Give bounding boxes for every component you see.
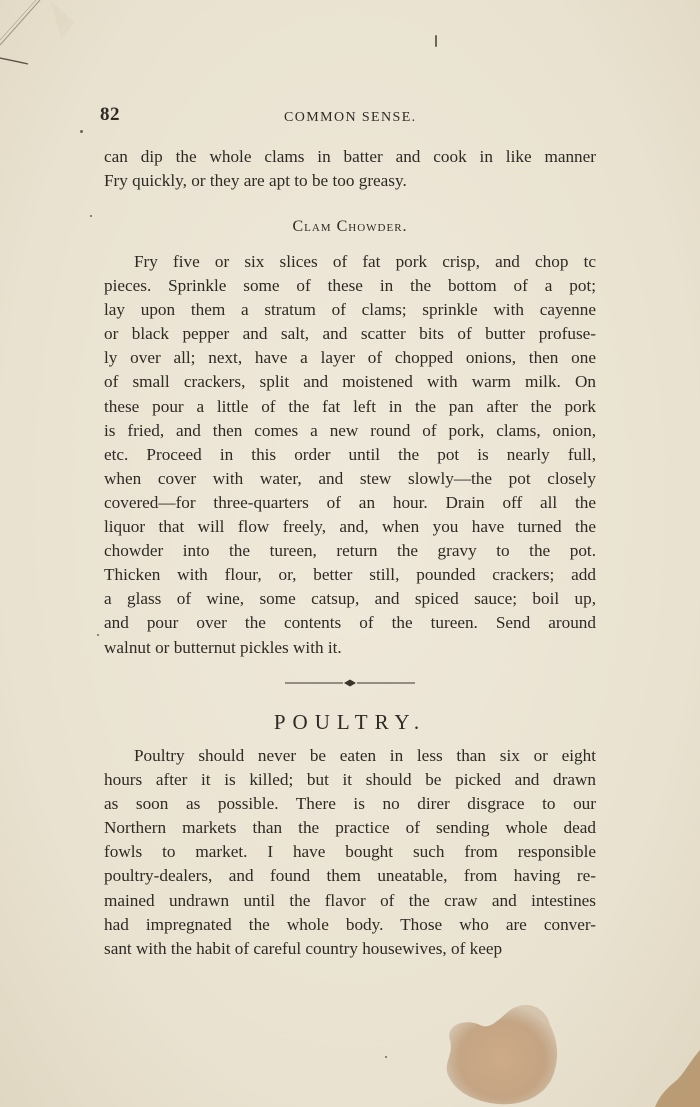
text-line: fowls to market. I have bought such from responsible — [104, 842, 596, 862]
text-line: walnut or butternut pickles with it. — [104, 637, 342, 657]
text-line: of small crackers, split and moistened with warm milk. On — [104, 372, 596, 392]
text-line: and pour over the contents of the tureen. Send around — [104, 613, 596, 633]
section-title-poultry: POULTRY. — [273, 710, 427, 734]
text-line: or black pepper and salt, and scatter bits of butter profuse- — [104, 324, 596, 344]
text-line: ly over all; next, have a layer of chopped onions, then one — [104, 348, 596, 368]
intro-paragraph — [104, 145, 596, 193]
text-line: chowder into the tureen, return the gravy to the pot. — [104, 541, 596, 561]
section-divider — [285, 676, 415, 690]
text-line: hours after it is killed; but it should be picked and drawn — [104, 770, 596, 790]
text-line: these pour a little of the fat left in the pan after the pork — [104, 396, 596, 416]
text-line: sant with the habit of careful country housewives, of keep — [104, 938, 503, 958]
ink-speck — [435, 35, 437, 47]
text-line: lay upon them a stratum of clams; sprinkle with cayenne — [104, 300, 596, 320]
text-line: pieces. Sprinkle some of these in the bottom of a pot; — [104, 276, 596, 296]
text-line: as soon as possible. There is no direr disgrace to our — [104, 794, 596, 814]
text-line: covered—for three-quarters of an hour. Drain off all the — [104, 492, 596, 512]
page-corner-fold — [0, 0, 80, 70]
text-line: Fry quickly, or they are apt to be too greasy. — [104, 171, 407, 191]
edge-stain — [655, 1050, 700, 1107]
page-number: 82 — [100, 104, 120, 125]
poultry-paragraph — [104, 744, 596, 961]
water-stain — [440, 1000, 565, 1107]
text-line: liquor that will flow freely, and, when you have turned the — [104, 517, 596, 537]
text-line: a glass of wine, some catsup, and spiced sauce; boil up, — [104, 589, 596, 609]
ink-speck — [97, 634, 99, 636]
ink-speck — [385, 1056, 387, 1058]
text-line: Northern markets than the practice of sending whole dead — [104, 818, 596, 838]
text-line: when cover with water, and stew slowly—the pot closely — [104, 468, 596, 488]
text-line: Thicken with flour, or, better still, pounded crackers; add — [104, 565, 596, 585]
text-line: Fry five or six slices of fat pork crisp, and chop tc — [134, 252, 596, 271]
section-title-clam-chowder: Clam Chowder. — [292, 218, 408, 235]
text-line: poultry-dealers, and found them uneatable, from having re- — [104, 866, 596, 886]
text-line: Poultry should never be eaten in less than six or eight — [134, 746, 596, 765]
text-line: can dip the whole clams in batter and cook in like manner — [104, 147, 596, 166]
ink-speck — [80, 130, 83, 133]
text-line: had impregnated the whole body. Those who are conver- — [104, 914, 596, 934]
running-head: COMMON SENSE. — [284, 110, 417, 125]
text-line: etc. Proceed in this order until the pot is nearly full, — [104, 444, 596, 464]
ink-speck — [90, 215, 92, 217]
page-header — [100, 104, 422, 130]
clam-chowder-paragraph — [104, 250, 596, 660]
text-line: mained undrawn until the flavor of the craw and intestines — [104, 890, 596, 910]
text-line: is fried, and then comes a new round of pork, clams, onion, — [104, 420, 596, 440]
